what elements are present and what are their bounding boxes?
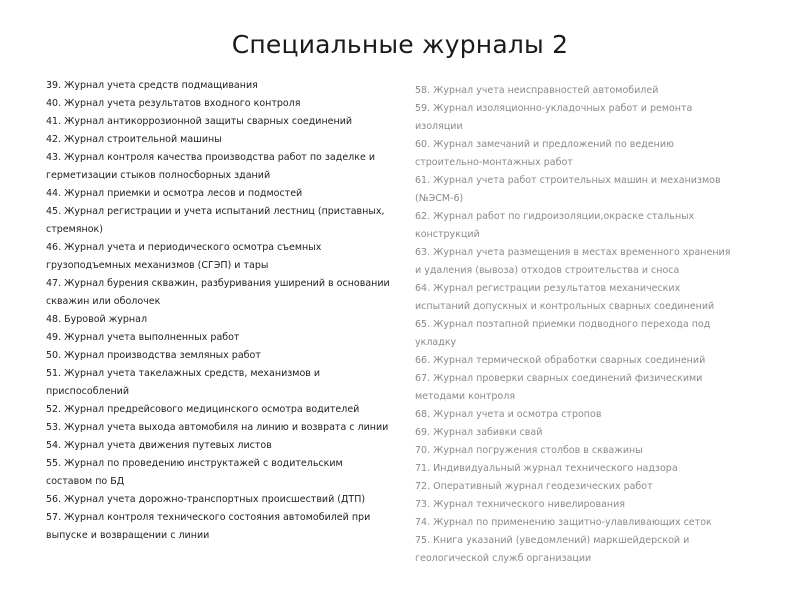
list-item: 72. Оперативный журнал геодезических работ	[415, 481, 653, 492]
list-item: 65. Журнал поэтапной приемки подводного перехода под укладку	[415, 319, 711, 348]
list-item: 64. Журнал регистрации результатов механических испытаний допускных и контрольных сварных соединений	[415, 283, 715, 312]
list-item: 39. Журнал учета средств подмащивания	[46, 80, 258, 91]
list-item: 67. Журнал проверки сварных соединений физическими методами контроля	[415, 373, 703, 402]
journal-list-right	[415, 82, 735, 568]
list-item: 42. Журнал строительной машины	[46, 134, 222, 145]
list-item: 51. Журнал учета такелажных средств, механизмов и приспособлений	[46, 368, 321, 397]
list-item: 63. Журнал учета размещения в местах временного хранения и удаления (вывоза) отходов строительства и сноса	[415, 247, 731, 276]
list-item: 68. Журнал учета и осмотра стропов	[415, 409, 602, 420]
list-item: 49. Журнал учета выполненных работ	[46, 332, 240, 343]
list-item: 54. Журнал учета движения путевых листов	[46, 440, 272, 451]
list-item: 71. Индивидуальный журнал технического надзора	[415, 463, 678, 474]
list-item: 66. Журнал термической обработки сварных соединений	[415, 355, 706, 366]
list-item: 69. Журнал забивки свай	[415, 427, 543, 438]
list-item: 46. Журнал учета и периодического осмотра съемных грузоподъемных механизмов (СГЭП) и тары	[46, 242, 322, 271]
list-item: 74. Журнал по применению защитно-улавливающих сеток	[415, 517, 712, 528]
list-item: 48. Буровой журнал	[46, 314, 148, 325]
list-item: 41. Журнал антикоррозионной защиты сварных соединений	[46, 116, 353, 127]
list-item: 55. Журнал по проведению инструктажей с водительским составом по БД	[46, 458, 343, 487]
list-item: 57. Журнал контроля технического состояния автомобилей при выпуске и возвращении с линии	[46, 512, 371, 541]
list-item: 47. Журнал бурения скважин, разбуривания уширений в основании скважин или оболочек	[46, 278, 390, 307]
list-item: 59. Журнал изоляционно-укладочных работ и ремонта изоляции	[415, 103, 693, 132]
list-item: 40. Журнал учета результатов входного контроля	[46, 98, 301, 109]
list-item: 60. Журнал замечаний и предложений по ведению строительно-монтажных работ	[415, 139, 675, 168]
list-item: 45. Журнал регистрации и учета испытаний лестниц (приставных, стремянок)	[46, 206, 385, 235]
list-item: 53. Журнал учета выхода автомобиля на линию и возврата с линии	[46, 422, 389, 433]
list-item: 73. Журнал технического нивелирования	[415, 499, 626, 510]
list-item: 44. Журнал приемки и осмотра лесов и подмостей	[46, 188, 303, 199]
list-item: 43. Журнал контроля качества производства работ по заделке и герметизации стыков полносборных зданий	[46, 152, 376, 181]
journal-list-left	[46, 77, 391, 545]
list-item: 52. Журнал предрейсового медицинского осмотра водителей	[46, 404, 360, 415]
list-item: 70. Журнал погружения столбов в скважины	[415, 445, 643, 456]
list-item: 75. Книга указаний (уведомлений) маркшейдерской и геологической служб организации	[415, 535, 690, 564]
list-item: 56. Журнал учета дорожно-транспортных происшествий (ДТП)	[46, 494, 366, 505]
list-item: 50. Журнал производства земляных работ	[46, 350, 261, 361]
list-item: 61. Журнал учета работ строительных машин и механизмов (№ЭСМ-6)	[415, 175, 721, 204]
list-item: 62. Журнал работ по гидроизоляции,окраске стальных конструкций	[415, 211, 695, 240]
slide-title: Специальные журналы 2	[231, 30, 569, 59]
list-item: 58. Журнал учета неисправностей автомобилей	[415, 85, 659, 96]
